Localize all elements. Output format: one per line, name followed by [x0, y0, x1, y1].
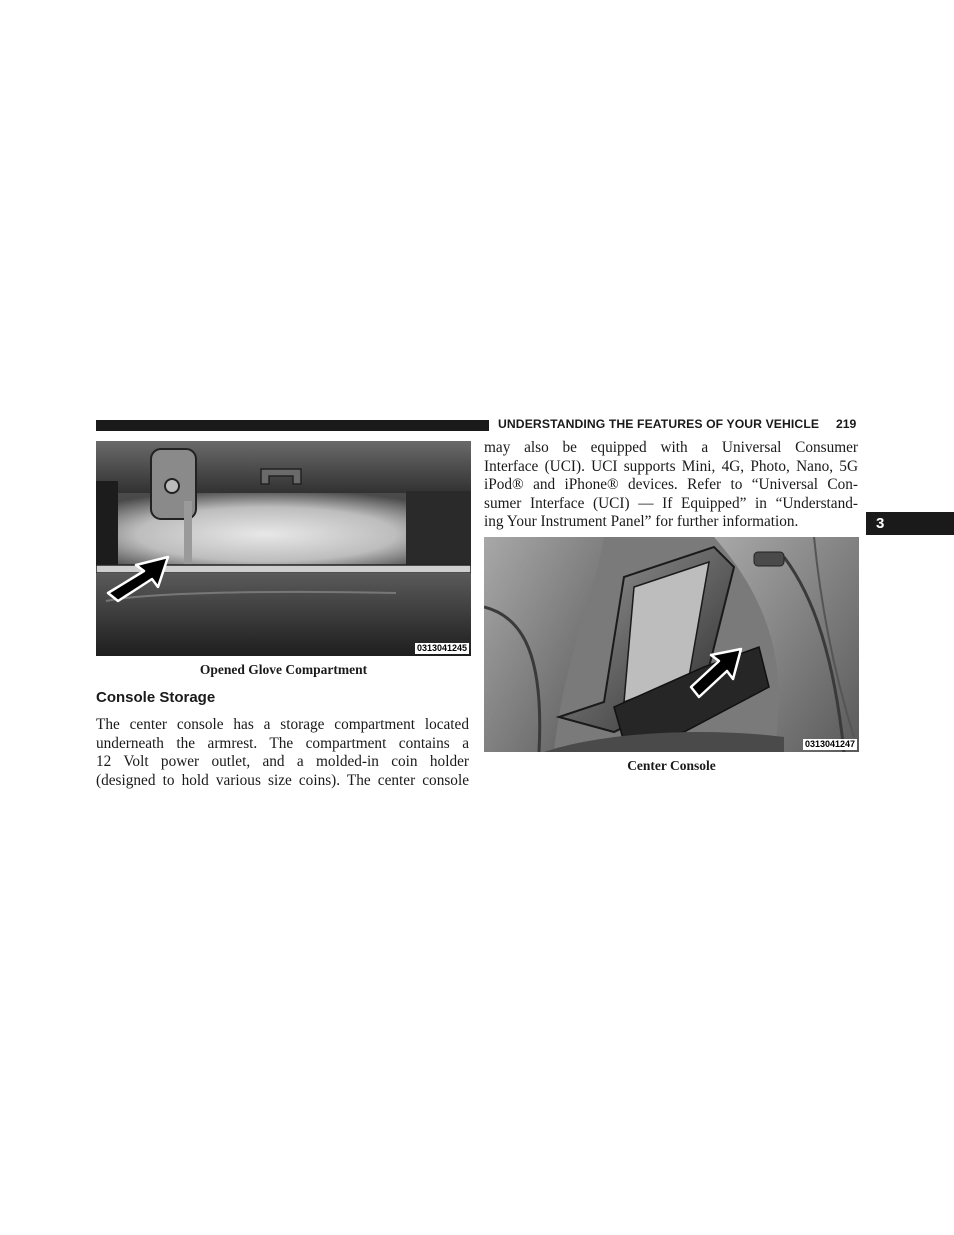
figure-code: 0313041245	[416, 643, 467, 653]
text-line: Interface (UCI). UCI supports Mini, 4G, Photo, Nano, 5G	[484, 457, 858, 475]
glove-compartment-figure	[96, 441, 471, 656]
text-line: iPod® and iPhone® devices. Refer to “Universal Con-	[484, 476, 858, 494]
section-heading: Console Storage	[96, 689, 216, 706]
figure-caption-console: Center Console	[627, 758, 716, 773]
figure-caption-glove: Opened Glove Compartment	[199, 662, 368, 677]
figure-code: 0313041247	[804, 739, 855, 749]
text-line: 12 Volt power outlet, and a molded-in coin holder	[96, 753, 469, 771]
chapter-tab: 3	[866, 512, 954, 535]
running-header-title: UNDERSTANDING THE FEATURES OF YOUR VEHICLE	[498, 417, 820, 431]
text-line: sumer Interface (UCI) — If Equipped” in “Understand-	[484, 494, 858, 512]
glove-compartment-illustration	[96, 441, 471, 656]
header-rule	[96, 420, 489, 431]
body-text-right-column	[484, 439, 858, 532]
center-console-illustration	[484, 537, 859, 752]
text-line: ing Your Instrument Panel” for further information.	[484, 513, 799, 531]
text-line: (designed to hold various size coins). The center console	[96, 771, 469, 789]
page-number: 219	[836, 417, 857, 431]
text-line: The center console has a storage compartment located	[96, 716, 469, 733]
text-line: may also be equipped with a Universal Consumer	[484, 439, 858, 456]
body-text-left-column	[96, 716, 469, 790]
text-line: underneath the armrest. The compartment contains a	[96, 734, 469, 752]
center-console-figure	[484, 537, 859, 752]
